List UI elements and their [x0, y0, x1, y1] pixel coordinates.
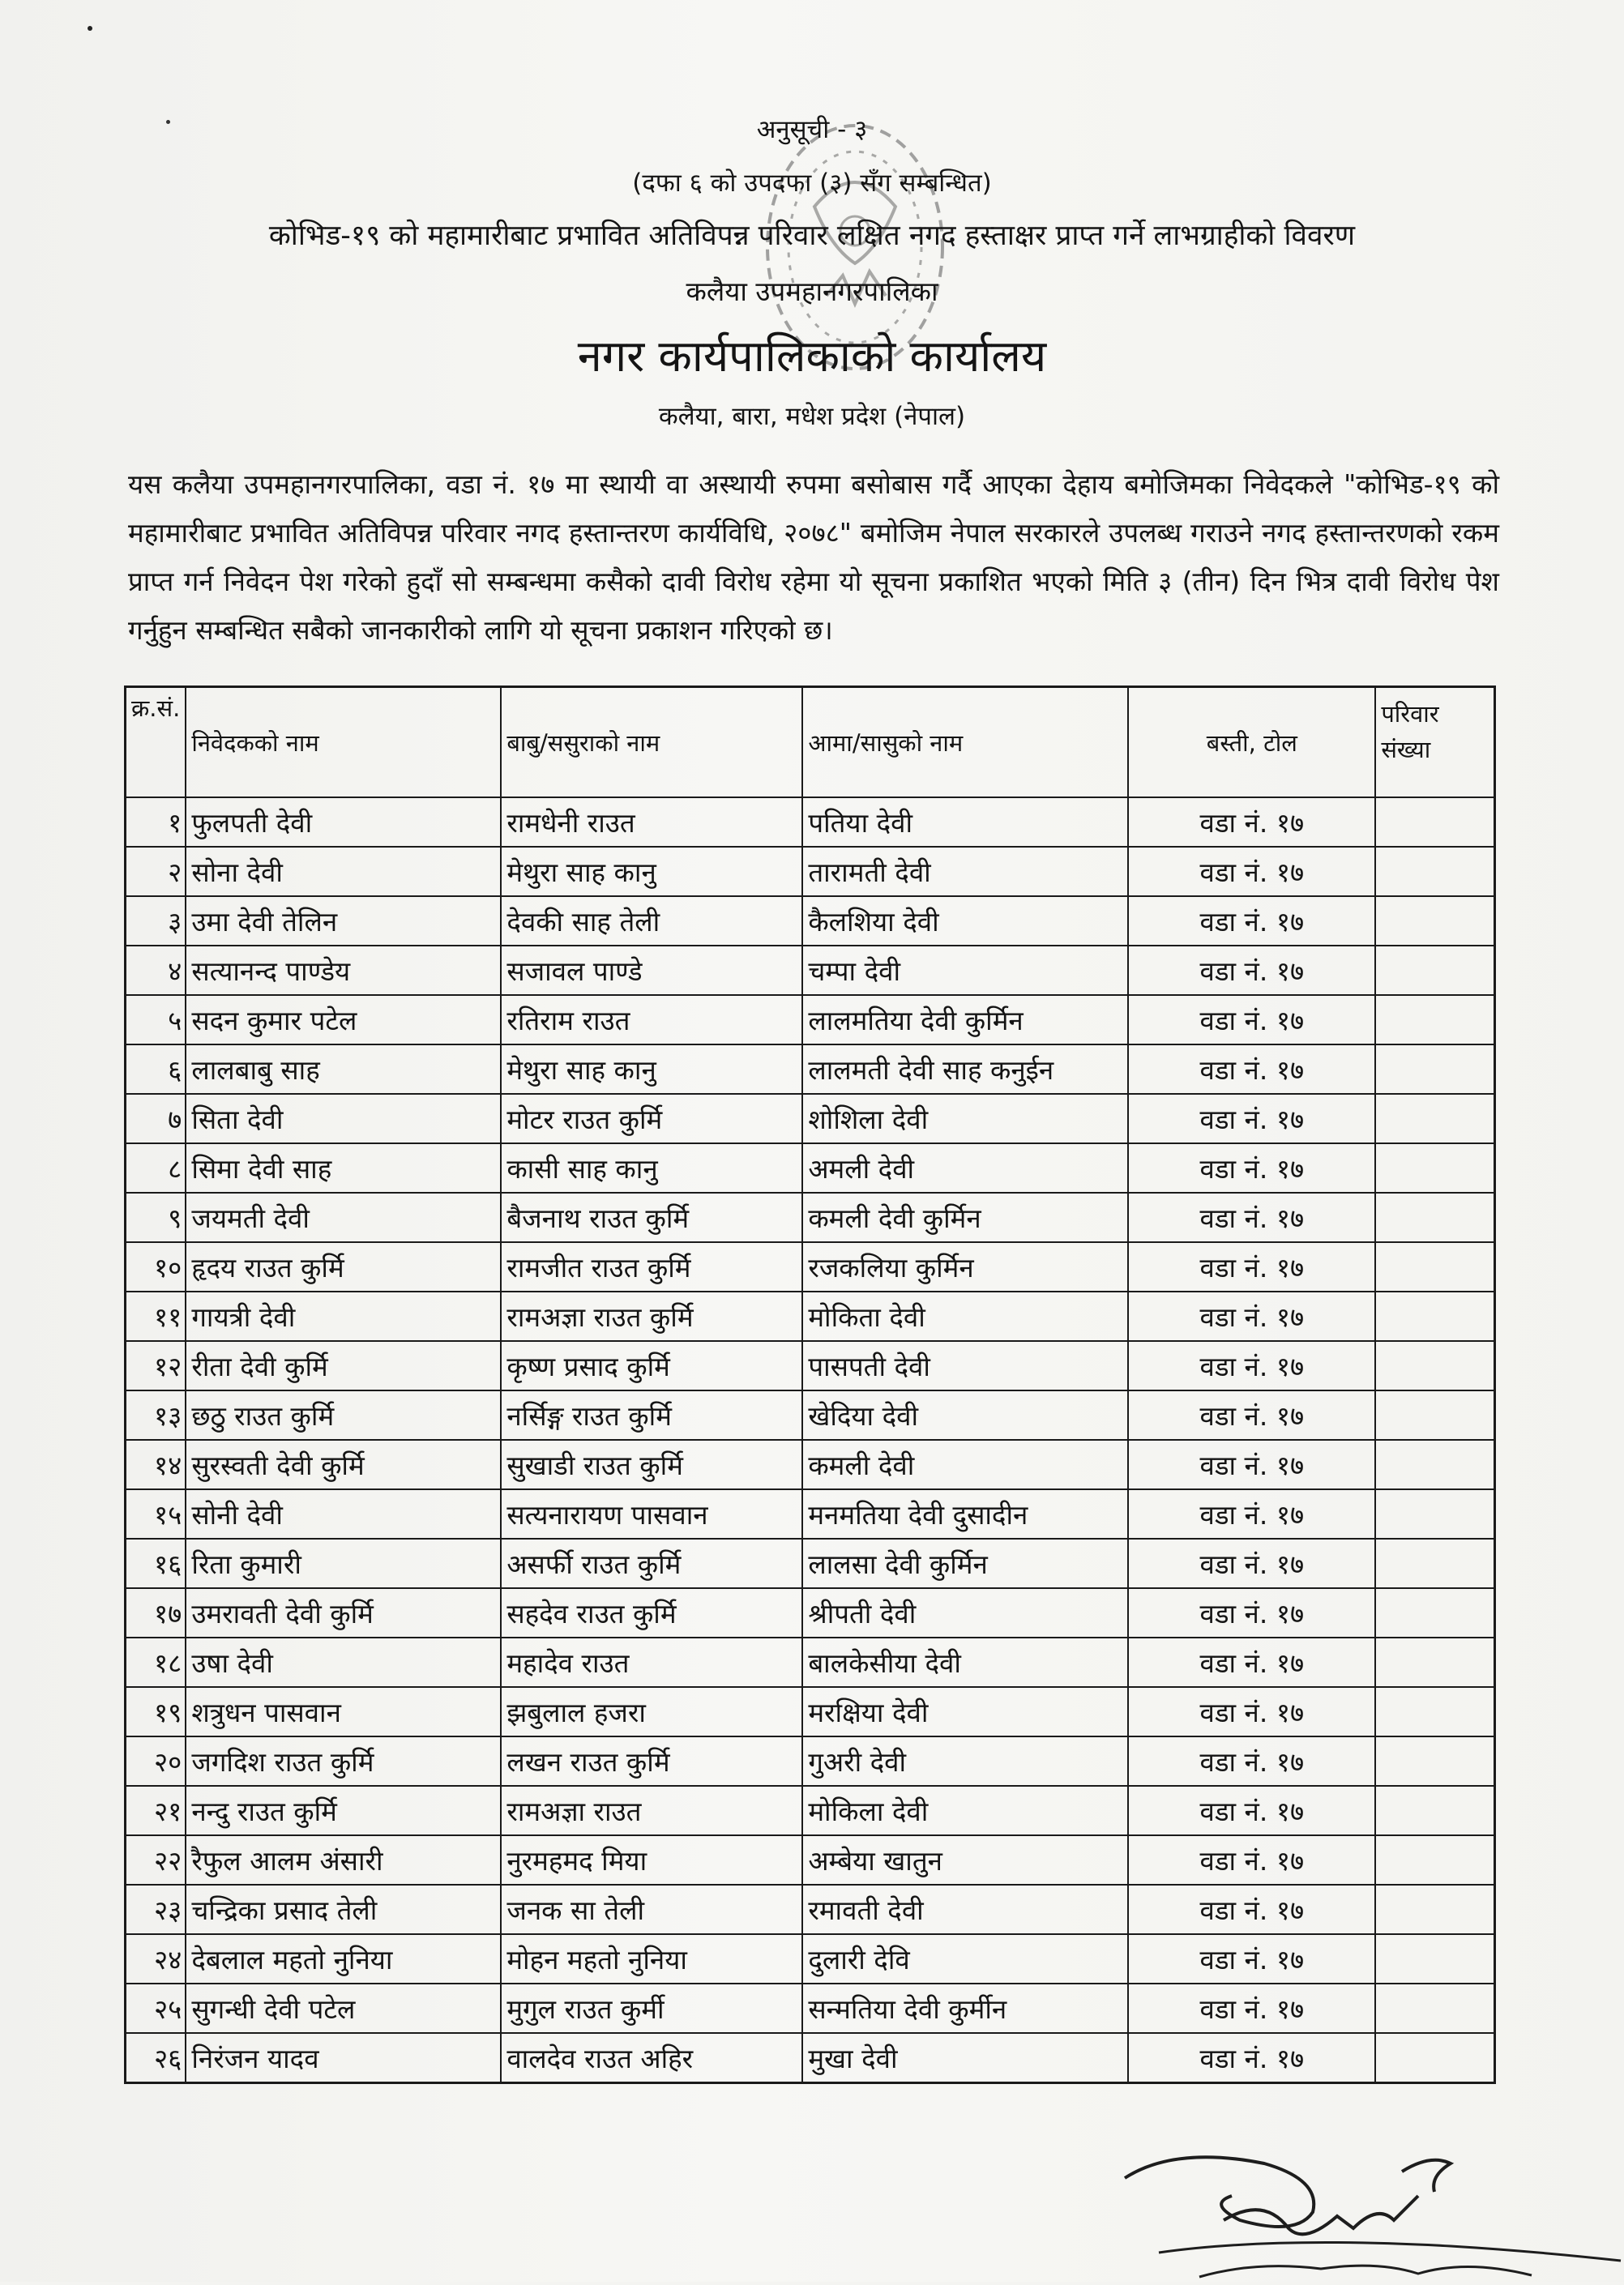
cell-mother-name: रजकलिया कुर्मिन — [802, 1242, 1128, 1292]
cell-settlement: वडा नं. १७ — [1128, 1440, 1375, 1489]
cell-applicant-name: गायत्री देवी — [186, 1292, 501, 1341]
cell-mother-name: कैलशिया देवी — [802, 896, 1128, 946]
table-row — [126, 1292, 1495, 1341]
cell-settlement: वडा नं. १७ — [1128, 2033, 1375, 2083]
header-settlement: बस्ती, टोल — [1128, 687, 1375, 798]
cell-father-name: रतिराम राउत — [501, 995, 802, 1044]
table-row — [126, 946, 1495, 995]
cell-father-name: रामजीत राउत कुर्मि — [501, 1242, 802, 1292]
cell-applicant-name: शत्रुधन पासवान — [186, 1687, 501, 1736]
beneficiary-table — [124, 686, 1496, 2084]
cell-family-count — [1375, 847, 1494, 896]
cell-mother-name: मोकिता देवी — [802, 1292, 1128, 1341]
cell-serial-number: ७ — [126, 1094, 186, 1143]
cell-father-name: महादेव राउत — [501, 1638, 802, 1687]
cell-serial-number: २४ — [126, 1934, 186, 1984]
table-row — [126, 1489, 1495, 1539]
cell-family-count — [1375, 896, 1494, 946]
table-row — [126, 1638, 1495, 1687]
cell-family-count — [1375, 1094, 1494, 1143]
cell-settlement: वडा नं. १७ — [1128, 1588, 1375, 1638]
cell-settlement: वडा नं. १७ — [1128, 1193, 1375, 1242]
cell-settlement: वडा नं. १७ — [1128, 1835, 1375, 1885]
cell-family-count — [1375, 1143, 1494, 1193]
table-row — [126, 1143, 1495, 1193]
cell-family-count — [1375, 1489, 1494, 1539]
cell-settlement: वडा नं. १७ — [1128, 1489, 1375, 1539]
cell-family-count — [1375, 1885, 1494, 1934]
cell-mother-name: कमली देवी कुर्मिन — [802, 1193, 1128, 1242]
cell-mother-name: पासपती देवी — [802, 1341, 1128, 1390]
cell-mother-name: कमली देवी — [802, 1440, 1128, 1489]
cell-mother-name: अम्बेया खातुन — [802, 1835, 1128, 1885]
cell-family-count — [1375, 1588, 1494, 1638]
cell-serial-number: ३ — [126, 896, 186, 946]
cell-father-name: रामअज्ञा राउत — [501, 1786, 802, 1835]
document-heading: कोभिड-१९ को महामारीबाट प्रभावित अतिविपन्न परिवार लक्षित नगद हस्ताक्षर प्राप्त गर्ने लाभग्राहीको विवरण — [268, 220, 1356, 252]
cell-father-name: सुखाडी राउत कुर्मि — [501, 1440, 802, 1489]
section-reference: (दफा ६ को उपदफा (३) सँग सम्बन्धित) — [632, 169, 992, 198]
table-row — [126, 1539, 1495, 1588]
cell-serial-number: २ — [126, 847, 186, 896]
table-row — [126, 1687, 1495, 1736]
cell-father-name: नर्सिङ्ग राउत कुर्मि — [501, 1390, 802, 1440]
cell-serial-number: ४ — [126, 946, 186, 995]
table-header — [126, 687, 1495, 798]
cell-settlement: वडा नं. १७ — [1128, 1638, 1375, 1687]
cell-father-name: मोटर राउत कुर्मि — [501, 1094, 802, 1143]
cell-settlement: वडा नं. १७ — [1128, 1885, 1375, 1934]
office-title: नगर कार्यपालिकाको कार्यालय — [577, 331, 1047, 382]
table-row — [126, 2033, 1495, 2083]
cell-applicant-name: सुरस्वती देवी कुर्मि — [186, 1440, 501, 1489]
cell-father-name: रामधेनी राउत — [501, 797, 802, 847]
cell-father-name: नुरमहमद मिया — [501, 1835, 802, 1885]
header-row — [126, 687, 1495, 798]
cell-mother-name: पतिया देवी — [802, 797, 1128, 847]
cell-settlement: वडा नं. १७ — [1128, 1736, 1375, 1786]
cell-family-count — [1375, 1736, 1494, 1786]
cell-settlement: वडा नं. १७ — [1128, 896, 1375, 946]
cell-settlement: वडा नं. १७ — [1128, 1044, 1375, 1094]
cell-serial-number: १४ — [126, 1440, 186, 1489]
cell-family-count — [1375, 1341, 1494, 1390]
cell-mother-name: मनमतिया देवी दुसादीन — [802, 1489, 1128, 1539]
cell-serial-number: २१ — [126, 1786, 186, 1835]
table-row — [126, 1984, 1495, 2033]
cell-applicant-name: लालबाबु साह — [186, 1044, 501, 1094]
header-father-name: बाबु/ससुराको नाम — [501, 687, 802, 798]
cell-serial-number: २५ — [126, 1984, 186, 2033]
cell-father-name: झबुलाल हजरा — [501, 1687, 802, 1736]
cell-mother-name: सन्मतिया देवी कुर्मीन — [802, 1984, 1128, 2033]
table-row — [126, 896, 1495, 946]
cell-settlement: वडा नं. १७ — [1128, 1094, 1375, 1143]
header-applicant-name: निवेदकको नाम — [186, 687, 501, 798]
cell-serial-number: १० — [126, 1242, 186, 1292]
cell-mother-name: दुलारी देवि — [802, 1934, 1128, 1984]
cell-family-count — [1375, 1835, 1494, 1885]
cell-father-name: सहदेव राउत कुर्मि — [501, 1588, 802, 1638]
municipality-name: कलैया उपमहानगरपालिका — [686, 275, 938, 307]
cell-applicant-name: रीता देवी कुर्मि — [186, 1341, 501, 1390]
cell-serial-number: १७ — [126, 1588, 186, 1638]
cell-serial-number: २३ — [126, 1885, 186, 1934]
cell-mother-name: लालसा देवी कुर्मिन — [802, 1539, 1128, 1588]
cell-serial-number: १५ — [126, 1489, 186, 1539]
cell-family-count — [1375, 2033, 1494, 2083]
cell-applicant-name: सिमा देवी साह — [186, 1143, 501, 1193]
cell-settlement: वडा नं. १७ — [1128, 1539, 1375, 1588]
cell-applicant-name: नन्दु राउत कुर्मि — [186, 1786, 501, 1835]
cell-applicant-name: छठु राउत कुर्मि — [186, 1390, 501, 1440]
cell-applicant-name: फुलपती देवी — [186, 797, 501, 847]
cell-settlement: वडा नं. १७ — [1128, 1934, 1375, 1984]
cell-family-count — [1375, 1539, 1494, 1588]
cell-settlement: वडा नं. १७ — [1128, 1143, 1375, 1193]
cell-serial-number: २६ — [126, 2033, 186, 2083]
cell-settlement: वडा नं. १७ — [1128, 1786, 1375, 1835]
cell-mother-name: मोकिला देवी — [802, 1786, 1128, 1835]
cell-applicant-name: देबलाल महतो नुनिया — [186, 1934, 501, 1984]
table-row — [126, 1934, 1495, 1984]
cell-applicant-name: हृदय राउत कुर्मि — [186, 1242, 501, 1292]
table-row — [126, 1885, 1495, 1934]
cell-family-count — [1375, 797, 1494, 847]
cell-mother-name: लालमतिया देवी कुर्मिन — [802, 995, 1128, 1044]
cell-mother-name: श्रीपती देवी — [802, 1588, 1128, 1638]
cell-family-count — [1375, 1193, 1494, 1242]
cell-mother-name: शोशिला देवी — [802, 1094, 1128, 1143]
cell-applicant-name: उषा देवी — [186, 1638, 501, 1687]
cell-applicant-name: सिता देवी — [186, 1094, 501, 1143]
cell-settlement: वडा नं. १७ — [1128, 797, 1375, 847]
table-body — [126, 797, 1495, 2083]
cell-father-name: सजावल पाण्डे — [501, 946, 802, 995]
cell-applicant-name: चन्द्रिका प्रसाद तेली — [186, 1885, 501, 1934]
table-row — [126, 1242, 1495, 1292]
cell-settlement: वडा नं. १७ — [1128, 995, 1375, 1044]
table-row — [126, 1440, 1495, 1489]
table-row — [126, 995, 1495, 1044]
cell-settlement: वडा नं. १७ — [1128, 1242, 1375, 1292]
cell-father-name: बैजनाथ राउत कुर्मि — [501, 1193, 802, 1242]
cell-family-count — [1375, 1242, 1494, 1292]
cell-applicant-name: उमरावती देवी कुर्मि — [186, 1588, 501, 1638]
cell-serial-number: १३ — [126, 1390, 186, 1440]
table-row — [126, 1736, 1495, 1786]
cell-mother-name: बालकेसीया देवी — [802, 1638, 1128, 1687]
cell-father-name: वालदेव राउत अहिर — [501, 2033, 802, 2083]
cell-mother-name: लालमती देवी साह कनुईन — [802, 1044, 1128, 1094]
cell-father-name: सत्यनारायण पासवान — [501, 1489, 802, 1539]
cell-settlement: वडा नं. १७ — [1128, 1687, 1375, 1736]
cell-serial-number: १८ — [126, 1638, 186, 1687]
cell-father-name: असर्फी राउत कुर्मि — [501, 1539, 802, 1588]
cell-serial-number: २० — [126, 1736, 186, 1786]
table-row — [126, 1390, 1495, 1440]
cell-mother-name: मरक्षिया देवी — [802, 1687, 1128, 1736]
cell-father-name: जनक सा तेली — [501, 1885, 802, 1934]
schedule-label: अनुसूची - ३ — [756, 115, 868, 144]
cell-mother-name: रमावती देवी — [802, 1885, 1128, 1934]
cell-serial-number: ५ — [126, 995, 186, 1044]
cell-applicant-name: सुगन्धी देवी पटेल — [186, 1984, 501, 2033]
cell-family-count — [1375, 1638, 1494, 1687]
cell-father-name: देवकी साह तेली — [501, 896, 802, 946]
cell-family-count — [1375, 1786, 1494, 1835]
cell-father-name: मेथुरा साह कानु — [501, 847, 802, 896]
cell-family-count — [1375, 1934, 1494, 1984]
cell-mother-name: अमली देवी — [802, 1143, 1128, 1193]
table-row — [126, 1341, 1495, 1390]
cell-family-count — [1375, 1292, 1494, 1341]
cell-family-count — [1375, 1044, 1494, 1094]
cell-father-name: कासी साह कानु — [501, 1143, 802, 1193]
cell-serial-number: ८ — [126, 1143, 186, 1193]
cell-settlement: वडा नं. १७ — [1128, 1292, 1375, 1341]
cell-serial-number: ११ — [126, 1292, 186, 1341]
notice-paragraph: यस कलैया उपमहानगरपालिका, वडा नं. १७ मा स्थायी वा अस्थायी रुपमा बसोबास गर्दै आएका देहाय बमोजिमका निवेदकले "कोभिड-१९ को महामारीबाट प्रभावित अतिविपन्न परिवार नगद हस्तान्तरण कार्यविधि, २०७८" बमोजिम नेपाल सरकारले उपलब्ध गराउने नगद हस्तान्तरणको रकम प्राप्त गर्न निवेदन पेश गरेको हुदाँ सो सम्बन्धमा कसैको दावी विरोध रहेमा यो सूचना प्रकाशित भएको मिति ३ (तीन) दिन भित्र दावी विरोध पेश गर्नुहुन सम्बन्धित सबैको जानकारीको लागि यो सूचना प्रकाशन गरिएको छ। — [128, 468, 1499, 646]
handwritten-signature — [1110, 2139, 1624, 2282]
cell-applicant-name: जयमती देवी — [186, 1193, 501, 1242]
table-row — [126, 1786, 1495, 1835]
cell-settlement: वडा नं. १७ — [1128, 1984, 1375, 2033]
ink-dot — [88, 26, 92, 31]
cell-mother-name: मुखा देवी — [802, 2033, 1128, 2083]
cell-serial-number: २२ — [126, 1835, 186, 1885]
cell-applicant-name: सोनी देवी — [186, 1489, 501, 1539]
cell-applicant-name: जगदिश राउत कुर्मि — [186, 1736, 501, 1786]
table-row — [126, 797, 1495, 847]
header-family-count: परिवार संख्या — [1375, 687, 1494, 798]
cell-family-count — [1375, 1687, 1494, 1736]
header-serial-number: क्र.सं. — [126, 687, 186, 798]
table-row — [126, 1835, 1495, 1885]
cell-family-count — [1375, 1440, 1494, 1489]
office-address: कलैया, बारा, मधेश प्रदेश (नेपाल) — [658, 402, 966, 431]
cell-applicant-name: रैफुल आलम अंसारी — [186, 1835, 501, 1885]
cell-father-name: रामअज्ञा राउत कुर्मि — [501, 1292, 802, 1341]
cell-serial-number: १९ — [126, 1687, 186, 1736]
cell-applicant-name: उमा देवी तेलिन — [186, 896, 501, 946]
signature-graphic — [1110, 2139, 1624, 2282]
cell-applicant-name: सदन कुमार पटेल — [186, 995, 501, 1044]
cell-serial-number: १ — [126, 797, 186, 847]
table-row — [126, 1588, 1495, 1638]
cell-family-count — [1375, 1390, 1494, 1440]
cell-settlement: वडा नं. १७ — [1128, 1390, 1375, 1440]
cell-father-name: मुगुल राउत कुर्मी — [501, 1984, 802, 2033]
cell-mother-name: तारामती देवी — [802, 847, 1128, 896]
cell-settlement: वडा नं. १७ — [1128, 847, 1375, 896]
cell-family-count — [1375, 946, 1494, 995]
cell-applicant-name: रिता कुमारी — [186, 1539, 501, 1588]
cell-mother-name: चम्पा देवी — [802, 946, 1128, 995]
cell-family-count — [1375, 995, 1494, 1044]
cell-mother-name: खेदिया देवी — [802, 1390, 1128, 1440]
table-row — [126, 1044, 1495, 1094]
table-row — [126, 847, 1495, 896]
cell-serial-number: ६ — [126, 1044, 186, 1094]
cell-serial-number: १६ — [126, 1539, 186, 1588]
cell-father-name: कृष्ण प्रसाद कुर्मि — [501, 1341, 802, 1390]
cell-father-name: लखन राउत कुर्मि — [501, 1736, 802, 1786]
header-mother-name: आमा/सासुको नाम — [802, 687, 1128, 798]
cell-serial-number: ९ — [126, 1193, 186, 1242]
cell-applicant-name: निरंजन यादव — [186, 2033, 501, 2083]
cell-family-count — [1375, 1984, 1494, 2033]
cell-father-name: मेथुरा साह कानु — [501, 1044, 802, 1094]
cell-settlement: वडा नं. १७ — [1128, 946, 1375, 995]
cell-serial-number: १२ — [126, 1341, 186, 1390]
cell-father-name: मोहन महतो नुनिया — [501, 1934, 802, 1984]
cell-applicant-name: सत्यानन्द पाण्डेय — [186, 946, 501, 995]
cell-settlement: वडा नं. १७ — [1128, 1341, 1375, 1390]
cell-applicant-name: सोना देवी — [186, 847, 501, 896]
cell-mother-name: गुअरी देवी — [802, 1736, 1128, 1786]
table-row — [126, 1094, 1495, 1143]
table-row — [126, 1193, 1495, 1242]
